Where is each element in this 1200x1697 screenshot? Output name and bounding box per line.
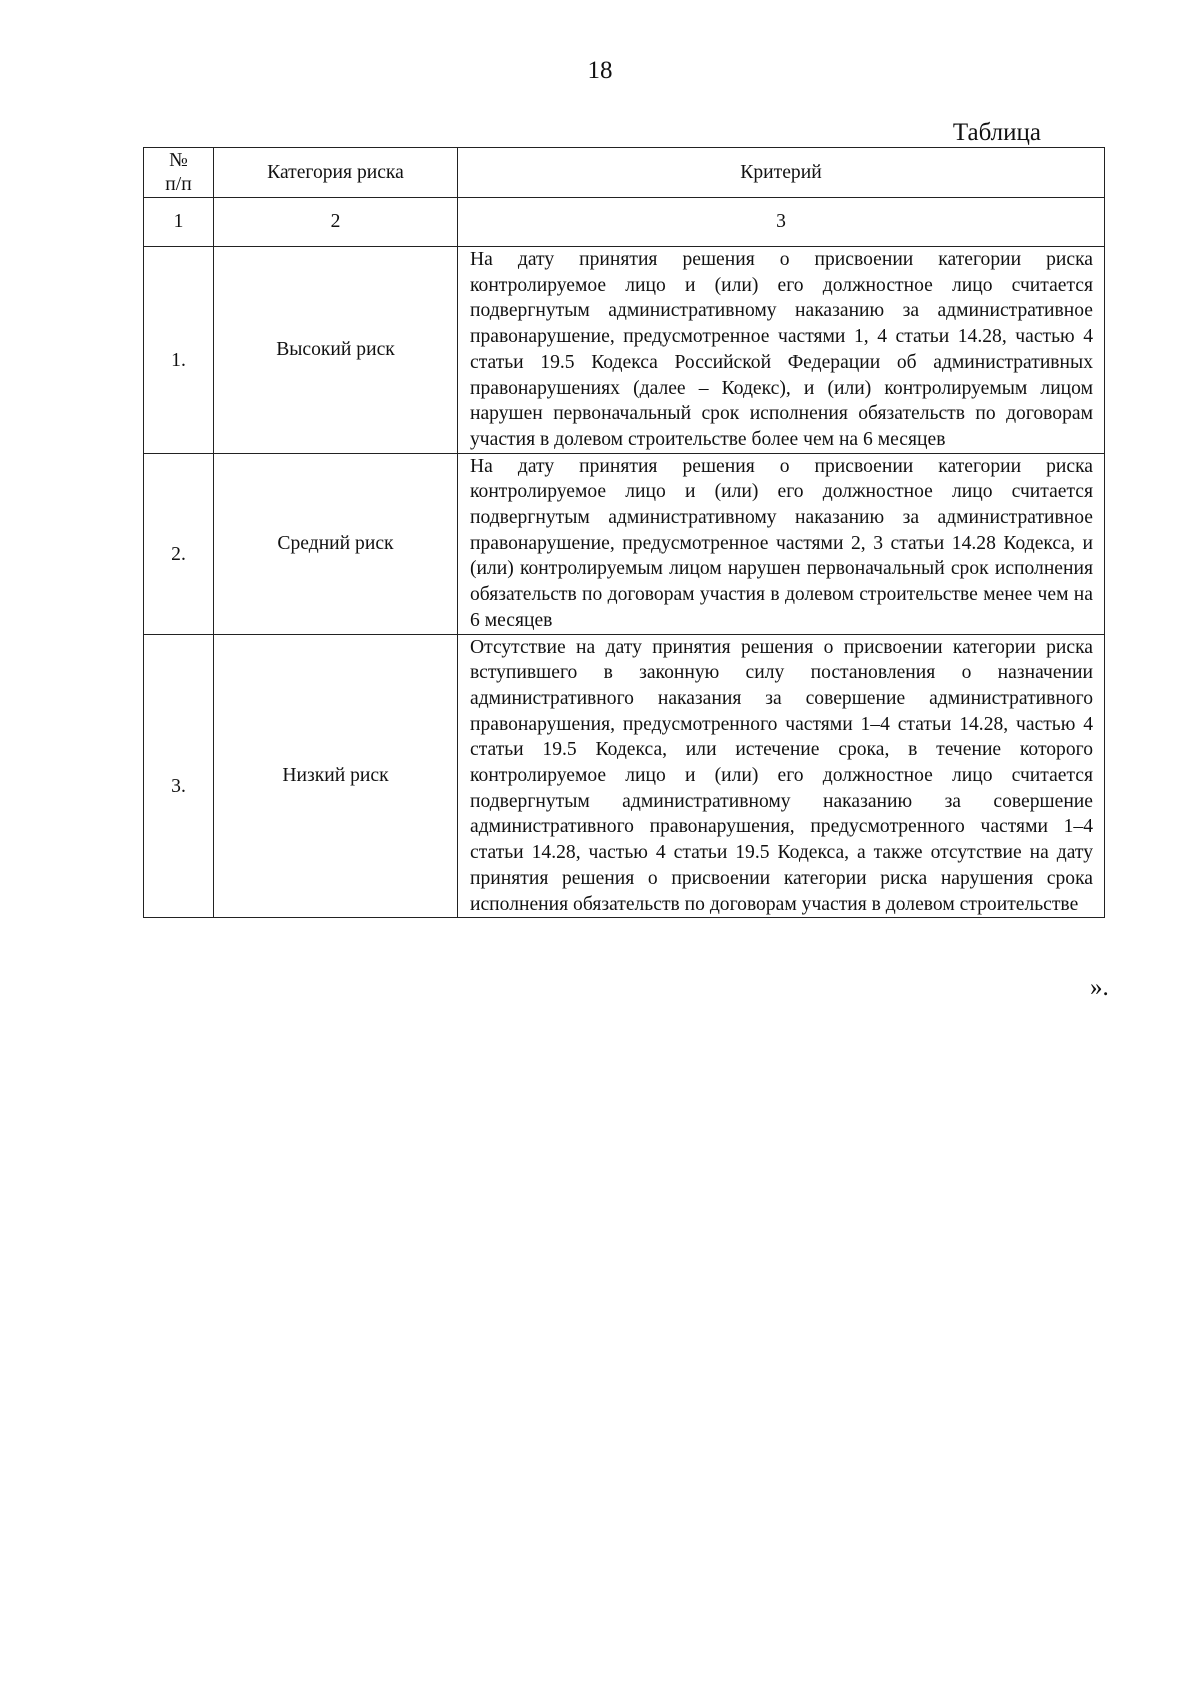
table-row-high-risk <box>144 247 1105 454</box>
column-index-row <box>144 198 1105 247</box>
row-criterion: Отсутствие на дату принятия решения о присвоении категории риска вступившего в законную силу постановления о назначении административного наказания за совершение административного правонарушения, предусмотренного частями 1–4 статьи 14.28, частью 4 статьи 19.5 Кодекса, или истечение срока, в течение которого контролируемое лицо и (или) его должностное лицо считается подвергнутым административному наказанию за совершение административного правонарушения, предусмотренного частями 1–4 статьи 14.28, частью 4 статьи 19.5 Кодекса, а также отсутствие на дату принятия решения о присвоении категории риска нарушения срока исполнения обязательств по договорам участия в долевом строительстве <box>458 634 1105 918</box>
row-category: Средний риск <box>214 453 458 634</box>
header-criterion: Критерий <box>458 148 1105 198</box>
header-number-sign: № <box>169 149 188 171</box>
row-criterion: На дату принятия решения о присвоении категории риска контролируемое лицо и (или) его должностное лицо считается подвергнутым административному наказанию за административное правонарушение, предусмотренное частями 2, 3 статьи 14.28 Кодекса, и (или) контролируемым лицом нарушен первоначальный срок исполнения обязательств по договорам участия в долевом строительстве менее чем на 6 месяцев <box>458 453 1105 634</box>
column-index-1: 1 <box>144 198 214 247</box>
header-number <box>144 148 214 198</box>
page-number: 18 <box>587 57 613 84</box>
row-number: 2. <box>144 453 214 634</box>
risk-category-table <box>143 147 1105 918</box>
table-caption: Таблица <box>952 119 1041 146</box>
row-criterion: На дату принятия решения о присвоении категории риска контролируемое лицо и (или) его должностное лицо считается подвергнутым административному наказанию за административное правонарушение, предусмотренное частями 1, 4 статьи 14.28, частью 4 статьи 19.5 Кодекса Российской Федерации об административных правонарушениях (далее – Кодекс), и (или) контролируемым лицом нарушен первоначальный срок исполнения обязательств по договорам участия в долевом строительстве более чем на 6 месяцев <box>458 247 1105 454</box>
row-category: Низкий риск <box>214 634 458 918</box>
header-category: Категория риска <box>214 148 458 198</box>
table-row-medium-risk <box>144 453 1105 634</box>
column-index-2: 2 <box>214 198 458 247</box>
table-header-row <box>144 148 1105 198</box>
table-row-low-risk <box>144 634 1105 918</box>
row-number: 3. <box>144 634 214 918</box>
column-index-3: 3 <box>458 198 1105 247</box>
row-category: Высокий риск <box>214 247 458 454</box>
row-number: 1. <box>144 247 214 454</box>
header-number-abbr: п/п <box>165 173 192 195</box>
closing-quote-mark: ». <box>1090 974 1109 1001</box>
